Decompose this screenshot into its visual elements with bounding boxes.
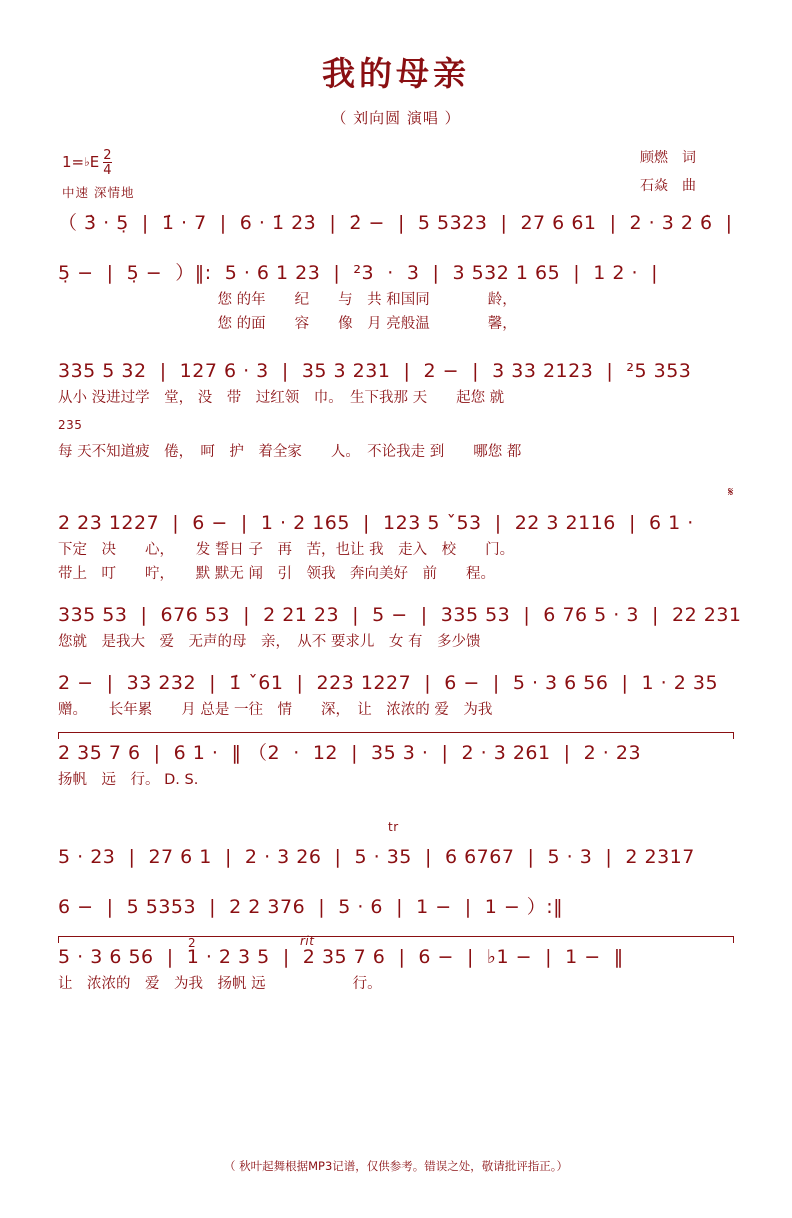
key-note: E [89,153,100,171]
composer-credit: 石焱 曲 [640,178,696,194]
system-3 [0,356,792,464]
meter-numerator: 2 [103,148,112,163]
tempo-marking: 中速 深情地 [62,185,135,200]
lyric-line: 让 浓浓的 爱 为我 扬帆 远 行。 [58,976,382,992]
notation-line: 335 5 32 | 127 6 · 3 | 35 3 231 | 2 − | 3 33 2123 | ²5 353 [58,360,692,382]
lyric-line-1: 从小 没进过学 堂， 没 带 过红领 巾。 生下我那 天 起您 就 [58,390,505,406]
lyric-line: 您就 是我大 爱 无声的母 亲， 从不 要求儿 女 有 多少馈 [58,634,481,650]
lyric-line-2: 您 的面 容 像 月 亮般温 馨， [58,316,517,332]
score-body [0,208,792,996]
performer-credit: （ 刘向圆 演唱 ） [331,109,461,127]
system-6 [0,668,792,722]
flat-icon: ♭ [84,155,90,169]
system-10 [0,942,792,996]
system-7 [0,738,792,792]
repeat-bracket [0,728,792,738]
lyricist-credit: 顾燃 词 [640,150,696,166]
page-title: 我的母亲 [322,54,470,93]
credits-block [640,144,696,200]
notation-line: 335 53 | 676 53 | 2 21 23 | 5 − | 335 53 | 6 76 5 · 3 | 22 231 [58,604,742,626]
second-ending-bracket [0,932,792,950]
footer-note: （ 秋叶起舞根据MP3记谱，仅供参考。错误之处，敬请批评指正。） [223,1159,569,1173]
key-signature-block [62,148,134,201]
system-9 [0,892,792,922]
system-5 [0,600,792,654]
notation-line: （ 3̇ · 5̣ | 1̇ · 7 | 6 · 1̇ 23̇ | 2̇ − | 5 5323 | 27 6 61 | 2 · 3 2 6̇ | [58,212,733,234]
system-2 [0,258,792,336]
lyric-line: 赠。 长年累 月 总是 一往 情 深， 让 浓浓的 爱 为我 [58,702,493,718]
notation-line: 6 − | 5 5353 | 2 2 376 | 5 · 6 | 1 − | 1 − ）:‖ [58,896,564,918]
lyric-line-1: 下定 决 心， 发 誓日 子 再 苦，也让 我 走入 校 门。 [58,542,515,558]
system-8 [0,812,792,872]
rit-marking: rit [300,934,315,948]
notation-line: 2 − | 33 232 | 1̇ ˇ61 | 223 1227 | 6 − | 5 · 3 6 56 | 1 · 2 35 [58,672,719,694]
notation-line: 5 · 3 6 56 | 1 · 2 3 5 | 2 35 7 6 | 6 − | ♭1 − | 1 − ‖ [58,946,624,968]
segno-icon: 𝄋 [727,485,734,500]
key-prefix: 1= [62,153,85,171]
meter-denominator: 4 [103,163,112,178]
sheet-music-page [0,48,792,1218]
notation-line: 2 35 7 6 | 6 1 · ‖ （2 · 12 | 35 3 · | 2 · 3 261 | 2 · 23 [58,742,642,764]
lyric-line-2: 带上 叮 咛， 默 默无 闻 引 领我 奔向美好 前 程。 [58,566,495,582]
system-1 [0,208,792,238]
notation-line-extra: 235 [58,418,83,432]
lyric-line: 扬帆 远 行。 D. S. [58,772,199,788]
key-line [62,148,134,176]
lyric-line-1: 您 的年 纪 与 共 和国同 龄， [58,292,517,308]
trill-marking: tr [388,820,399,834]
lyric-line-2: 每 天不知道疲 倦， 呵 护 着全家 人。 不论我走 到 哪您 都 [58,444,522,460]
notation-line: 5̣ − | 5̣ − ）‖: 5 · 6 1 23 | ²3 · 3 | 3 532 1 65 | 1 2 · | [58,262,659,284]
notation-line: 5 · 23 | 27 6 1 | 2 · 3 26 | 5 · 35 | 6 6767 | 5 · 3 | 2 2317 [58,846,695,868]
time-signature [103,149,111,177]
system-4 [0,478,792,586]
ending-number: 2 [188,936,197,950]
notation-line: 2 23 1227 | 6 − | 1 · 2 165 | 123 5 ˇ53 | 22 3 2116 | 6 1 · [58,512,694,534]
